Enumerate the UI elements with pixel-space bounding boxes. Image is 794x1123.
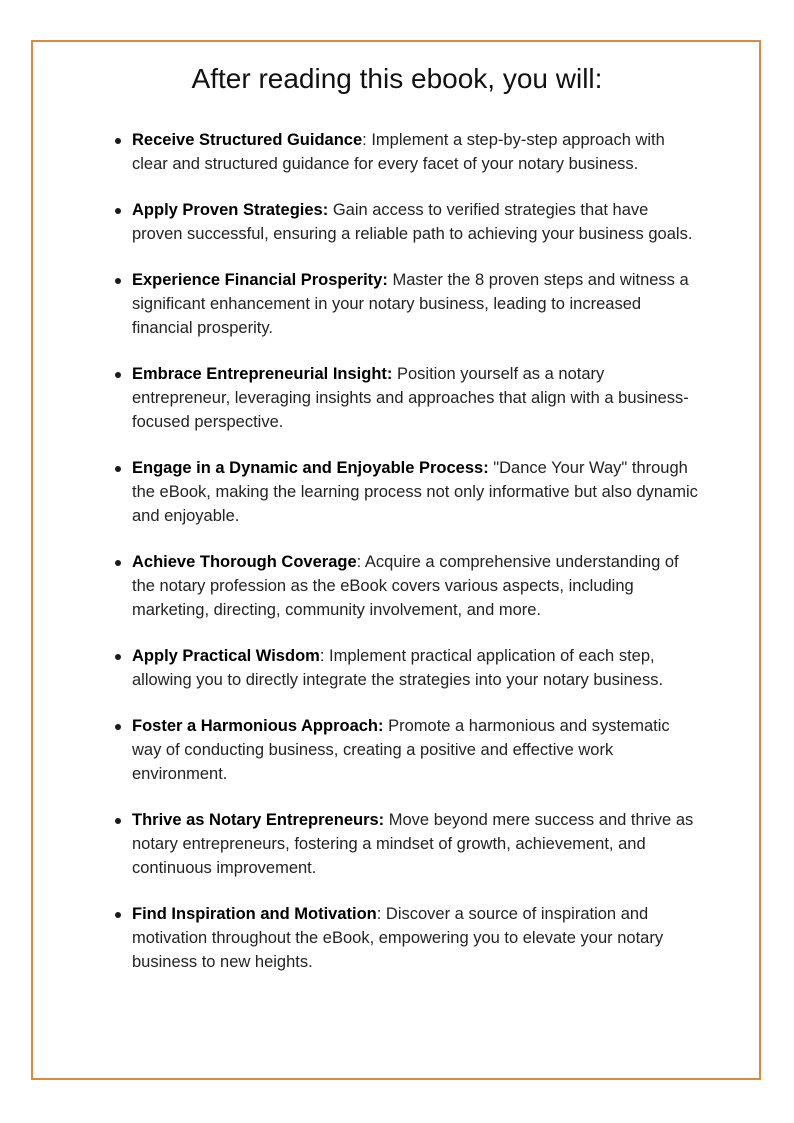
page-title: After reading this ebook, you will: xyxy=(191,63,603,94)
bullet-icon xyxy=(115,724,121,730)
bullet-icon xyxy=(115,372,121,378)
item-term: Achieve Thorough Coverage xyxy=(132,553,357,571)
list-item xyxy=(112,808,702,880)
bullet-icon xyxy=(115,560,121,566)
benefits-list xyxy=(112,128,702,996)
bullet-icon xyxy=(115,278,121,284)
item-description: Promote a harmonious and systematic way of conducting business, creating a positive and effective work environment. xyxy=(132,717,670,783)
bullet-icon xyxy=(115,138,121,144)
item-term: Thrive as Notary Entrepreneurs: xyxy=(132,811,385,829)
bullet-icon xyxy=(115,818,121,824)
item-term: Apply Practical Wisdom xyxy=(132,647,320,665)
item-term: Engage in a Dynamic and Enjoyable Process: xyxy=(132,459,489,477)
item-term: Apply Proven Strategies: xyxy=(132,201,329,219)
list-item xyxy=(112,268,702,340)
list-item xyxy=(112,550,702,622)
item-description: : Implement a step-by-step approach with clear and structured guidance for every facet of your notary business. xyxy=(132,131,665,173)
bullet-icon xyxy=(115,654,121,660)
bullet-icon xyxy=(115,466,121,472)
item-term: Receive Structured Guidance xyxy=(132,131,363,149)
item-description: : Implement practical application of each step, allowing you to directly integrate the strategies into your notary business. xyxy=(132,647,664,689)
item-description: : Discover a source of inspiration and motivation throughout the eBook, empowering you to elevate your notary business to new heights. xyxy=(132,905,664,971)
item-description: : Acquire a comprehensive understanding of the notary profession as the eBook covers various aspects, including marketing, directing, community involvement, and more. xyxy=(132,553,679,619)
list-item xyxy=(112,644,702,692)
list-item xyxy=(112,362,702,434)
list-item xyxy=(112,714,702,786)
item-description: Move beyond mere success and thrive as notary entrepreneurs, fostering a mindset of growth, achievement, and continuous improvement. xyxy=(132,811,694,877)
item-term: Foster a Harmonious Approach: xyxy=(132,717,384,735)
item-description: "Dance Your Way" through the eBook, making the learning process not only informative but also dynamic and enjoyable. xyxy=(132,459,698,525)
list-item xyxy=(112,128,702,176)
bullet-icon xyxy=(115,208,121,214)
item-term: Embrace Entrepreneurial Insight: xyxy=(132,365,393,383)
item-description: Master the 8 proven steps and witness a significant enhancement in your notary business, leading to increased financial prosperity. xyxy=(132,271,689,337)
item-description: Gain access to verified strategies that have proven successful, ensuring a reliable path to achieving your business goals. xyxy=(132,201,693,243)
item-description: Position yourself as a notary entrepreneur, leveraging insights and approaches that align with a business-focused perspective. xyxy=(132,365,689,431)
item-term: Experience Financial Prosperity: xyxy=(132,271,388,289)
list-item xyxy=(112,456,702,528)
list-item xyxy=(112,902,702,974)
list-item xyxy=(112,198,702,246)
bullet-icon xyxy=(115,912,121,918)
item-term: Find Inspiration and Motivation xyxy=(132,905,377,923)
